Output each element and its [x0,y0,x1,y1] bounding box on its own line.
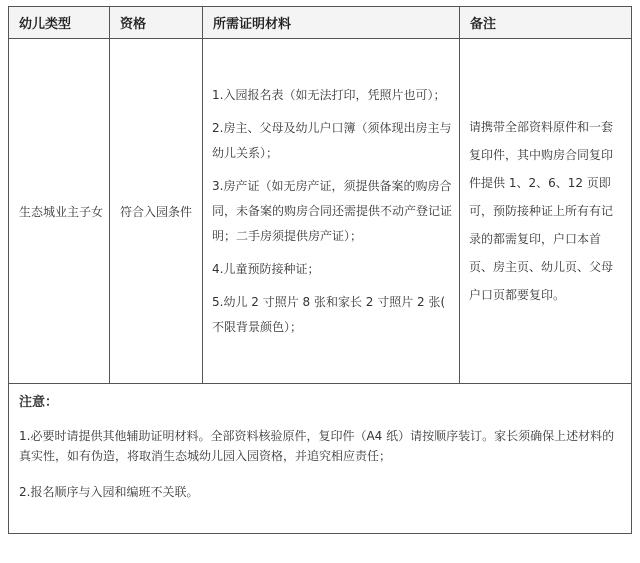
notes-cell [9,384,632,534]
admission-requirements [8,6,632,534]
header-child-type: 幼儿类型 [9,7,110,39]
remarks-text: 请携带全部资料原件和一套复印件，其中购房合同复印件提供 1、2、6、12 页即可，预防接种证上所有有记录的都需复印，户口本首页、房主页、幼儿页、父母户口页都要复印。 [469,120,614,302]
material-item: 4.儿童预防接种证； [212,261,320,276]
header-qualification: 资格 [110,7,203,39]
header-row [9,7,632,39]
notes-title: 注意： [19,395,59,410]
note-line: 1.必要时请提供其他辅助证明材料。全部资料核验原件，复印件（A4 纸）请按顺序装订。家长须确保上述材料的真实性，如有伪造，将取消生态城幼儿园入园资格，并追究相应责任； [19,429,615,463]
material-item: 5.幼儿 2 寸照片 8 张和家长 2 寸照片 2 张( 不限背景颜色）； [212,294,446,334]
table-row [9,39,632,384]
note-line: 2.报名顺序与入园和编班不关联。 [19,485,199,499]
qualification-cell: 符合入园条件 [110,39,203,384]
material-item: 1.入园报名表（如无法打印，凭照片也可）； [212,87,446,102]
notes-row [9,384,632,534]
materials-cell [203,39,460,384]
header-remarks: 备注 [460,7,632,39]
child-type-cell: 生态城业主子女 [9,39,110,384]
material-item: 2.房主、父母及幼儿户口簿（须体现出房主与幼儿关系）； [212,120,452,160]
remarks-cell [460,39,632,384]
header-materials: 所需证明材料 [203,7,460,39]
material-item: 3.房产证（如无房产证，须提供备案的购房合同，未备案的购房合同还需提供不动产登记证明；二手房须提供房产证）； [212,178,453,243]
requirements-table [8,6,632,534]
